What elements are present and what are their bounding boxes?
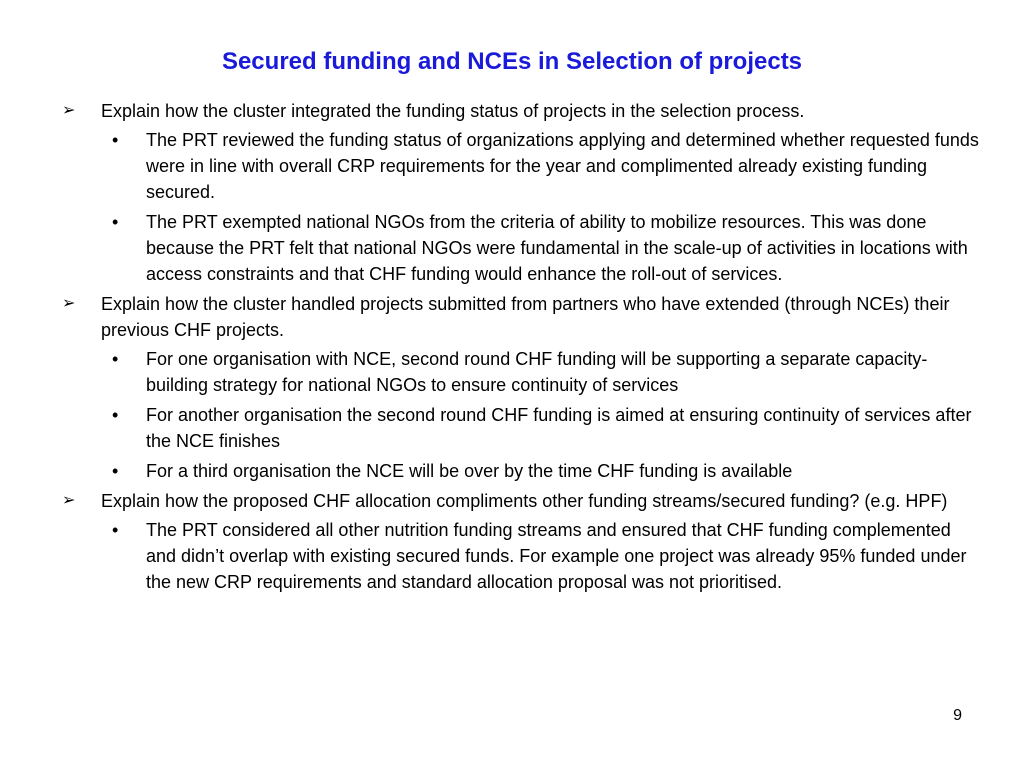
section-heading-3: [62, 488, 982, 514]
bullet-dot-icon: •: [112, 461, 119, 481]
bullet-text: For a third organisation the NCE will be over by the time CHF funding is available: [146, 461, 793, 481]
bullet-item: [62, 402, 982, 454]
bullet-text: The PRT exempted national NGOs from the criteria of ability to mobilize resources. This was done because the PRT felt that national NGOs were fundamental in the scale-up of activities in locations with access constraints and that CHF funding would enhance the roll-out of services.: [146, 212, 968, 284]
bullet-dot-icon: •: [112, 349, 119, 369]
bullet-text: The PRT considered all other nutrition funding streams and ensured that CHF funding complemented and didn’t overlap with existing secured funds. For example one project was already 95% funded under the new CRP requirements and standard allocation proposal was not prioritised.: [146, 520, 967, 592]
bullet-text: For another organisation the second round CHF funding is aimed at ensuring continuity of services after the NCE finishes: [146, 405, 972, 451]
bullet-item: [62, 127, 982, 205]
bullet-dot-icon: •: [112, 405, 119, 425]
arrow-bullet-icon: ➢: [62, 295, 76, 312]
bullet-item: [62, 458, 982, 484]
bullet-dot-icon: •: [112, 130, 119, 150]
bullet-text: For one organisation with NCE, second round CHF funding will be supporting a separate capacity-building strategy for national NGOs to ensure continuity of services: [146, 349, 928, 395]
section-text: Explain how the cluster handled projects submitted from partners who have extended (through NCEs) their previous CHF projects.: [101, 294, 950, 340]
bullet-dot-icon: •: [112, 212, 119, 232]
arrow-bullet-icon: ➢: [62, 102, 76, 119]
bullet-item: [62, 209, 982, 287]
bullet-item: [62, 517, 982, 595]
section-text: Explain how the cluster integrated the funding status of projects in the selection process.: [101, 101, 805, 121]
section-text: Explain how the proposed CHF allocation compliments other funding streams/secured funding? (e.g. HPF): [101, 491, 948, 511]
slide-title: Secured funding and NCEs in Selection of projects: [221, 48, 803, 75]
bullet-dot-icon: •: [112, 520, 119, 540]
section-heading-1: [62, 98, 982, 124]
bullet-text: The PRT reviewed the funding status of organizations applying and determined whether requested funds were in line with overall CRP requirements for the year and complimented already existing funding secured.: [146, 130, 979, 202]
section-heading-2: [62, 291, 982, 343]
arrow-bullet-icon: ➢: [62, 492, 76, 509]
slide-content: [62, 98, 982, 599]
page-number: 9: [953, 707, 962, 724]
bullet-item: [62, 346, 982, 398]
